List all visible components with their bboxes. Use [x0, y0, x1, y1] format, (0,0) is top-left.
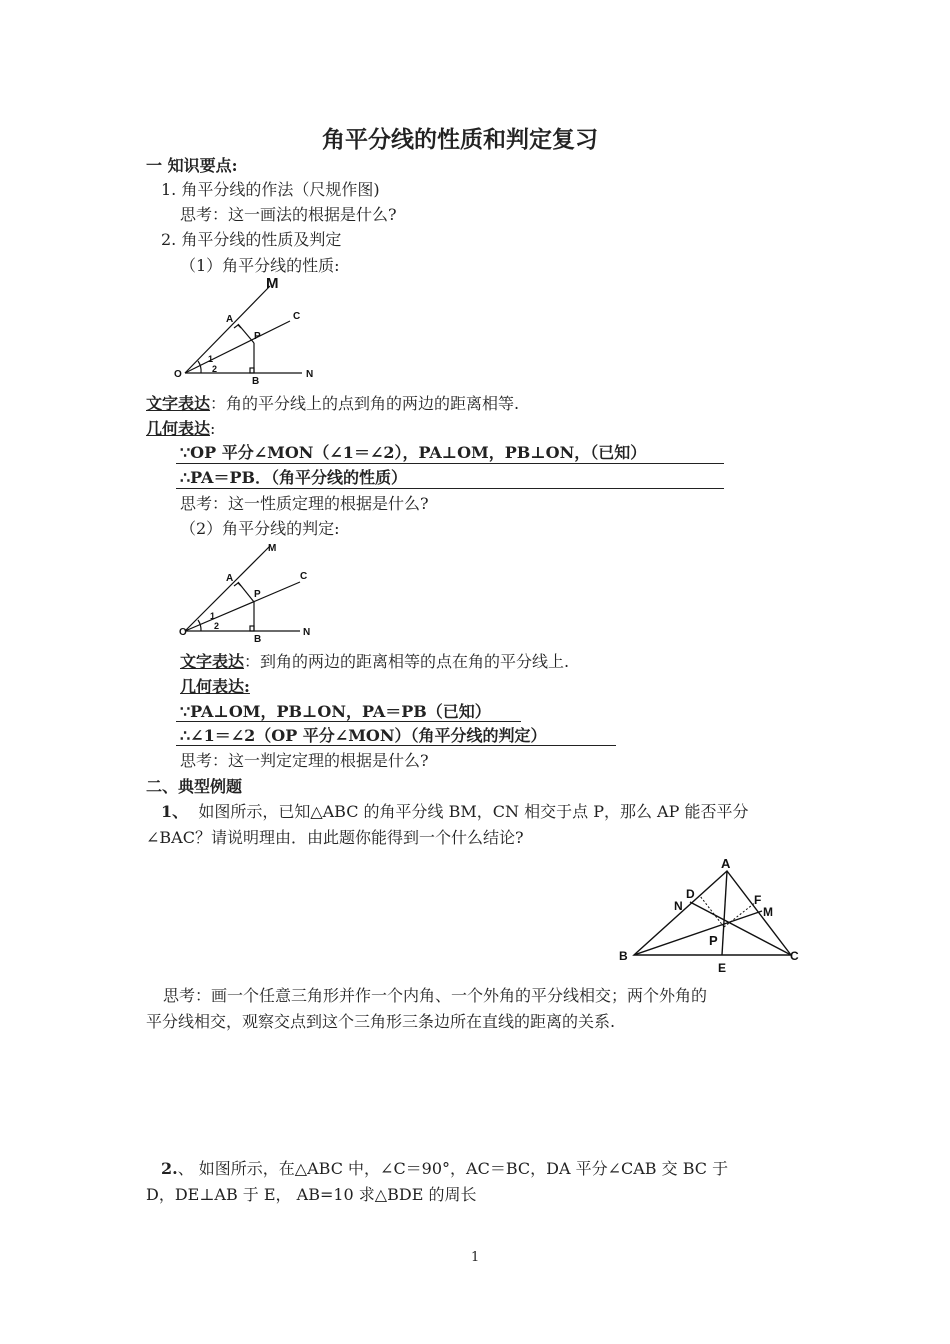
example-1-line-2: ∠BAC？请说明理由．由此题你能得到一个什么结论?	[146, 828, 524, 847]
underline	[176, 721, 521, 722]
svg-text:B: B	[252, 376, 260, 386]
sub-item-judgement: （2）角平分线的判定:	[180, 519, 340, 538]
svg-text:2: 2	[212, 364, 218, 374]
svg-text:C: C	[293, 311, 301, 322]
svg-text:A: A	[226, 573, 234, 584]
section-heading-1: 一 知识要点:	[146, 156, 238, 175]
geo-expression-row	[146, 419, 215, 439]
svg-text:P: P	[254, 331, 261, 342]
judgement-text-body: ：到角的两边的距离相等的点在角的平分线上.	[244, 652, 570, 671]
text-expression-label: 文字表达	[180, 652, 245, 671]
sub-item-property: （1）角平分线的性质:	[180, 256, 340, 275]
judgement-think: 思考：这一判定定理的根据是什么?	[180, 751, 429, 770]
page-number: 1	[471, 1250, 480, 1265]
svg-text:O: O	[174, 369, 182, 380]
svg-text:M: M	[268, 543, 277, 554]
item-1: 1. 角平分线的作法（尺规作图)	[161, 180, 380, 199]
svg-text:E: E	[718, 961, 727, 975]
page-title: 角平分线的性质和判定复习	[322, 127, 598, 153]
property-text-row	[146, 394, 519, 414]
geo-expression-label: 几何表达	[146, 419, 211, 438]
judgement-geo-line-2: ∴∠1＝∠2（OP 平分∠MON）（角平分线的判定）	[180, 726, 547, 745]
svg-text:M: M	[763, 905, 773, 919]
geo-expression-label: 几何表达:	[180, 677, 250, 696]
underline	[176, 463, 724, 464]
svg-text:M: M	[266, 278, 279, 292]
svg-text:B: B	[619, 949, 628, 963]
section-heading-2: 二、典型例题	[146, 777, 243, 796]
svg-text:D: D	[686, 887, 695, 901]
underline	[176, 488, 724, 489]
example-1-line-1	[161, 802, 748, 822]
example-1-text: 如图所示，已知△ABC 的角平分线 BM，CN 相交于点 P，那么 AP 能否平分	[198, 802, 749, 821]
property-geo-line-2: ∴PA＝PB．（角平分线的性质）	[180, 468, 408, 487]
svg-text:N: N	[303, 627, 311, 638]
think-extension-line-1: 思考：画一个任意三角形并作一个内角、一个外角的平分线相交；两个外角的	[163, 986, 708, 1005]
svg-text:C: C	[300, 571, 308, 582]
svg-text:1: 1	[210, 611, 216, 621]
svg-text:A: A	[226, 314, 234, 325]
svg-text:P: P	[254, 589, 261, 600]
svg-text:N: N	[674, 899, 683, 913]
judgement-text-row	[180, 652, 569, 672]
svg-text:P: P	[709, 933, 718, 948]
example-2-line-2: D，DE⊥AB 于 E， AB=10 求△BDE 的周长	[146, 1185, 477, 1204]
property-text-body: ：角的平分线上的点到角的两边的距离相等.	[210, 394, 520, 413]
svg-text:A: A	[721, 856, 731, 871]
svg-text:1: 1	[208, 354, 214, 364]
example-2-text: 、 如图所示，在△ABC 中，∠C＝90°，AC＝BC，DA 平分∠CAB 交 BC 于	[177, 1159, 729, 1178]
example-2-line-1	[161, 1159, 728, 1179]
think-1: 思考：这一画法的根据是什么?	[180, 205, 397, 224]
geo-colon: :	[210, 419, 216, 438]
angle-bisector-diagram-2	[170, 540, 320, 645]
think-extension-line-2: 平分线相交，观察交点到这个三角形三条边所在直线的距离的关系.	[146, 1012, 616, 1031]
example-1-number: 1、	[161, 802, 189, 821]
example-2-number: 2.	[161, 1159, 178, 1178]
item-2: 2. 角平分线的性质及判定	[161, 230, 342, 249]
judgement-geo-line-1: ∵PA⊥OM，PB⊥ON，PA＝PB（已知）	[180, 702, 491, 721]
svg-text:B: B	[254, 634, 262, 645]
text-expression-label: 文字表达	[146, 394, 211, 413]
svg-text:2: 2	[214, 621, 220, 631]
svg-text:F: F	[754, 893, 762, 907]
underline	[176, 745, 616, 746]
property-think: 思考：这一性质定理的根据是什么?	[180, 494, 429, 513]
svg-text:N: N	[306, 369, 314, 380]
triangle-diagram	[612, 852, 812, 976]
property-geo-line-1: ∵OP 平分∠MON（∠1＝∠2），PA⊥OM，PB⊥ON，（已知）	[180, 443, 647, 462]
svg-text:O: O	[179, 627, 187, 638]
angle-bisector-diagram-1	[170, 278, 320, 386]
svg-text:C: C	[790, 949, 799, 963]
